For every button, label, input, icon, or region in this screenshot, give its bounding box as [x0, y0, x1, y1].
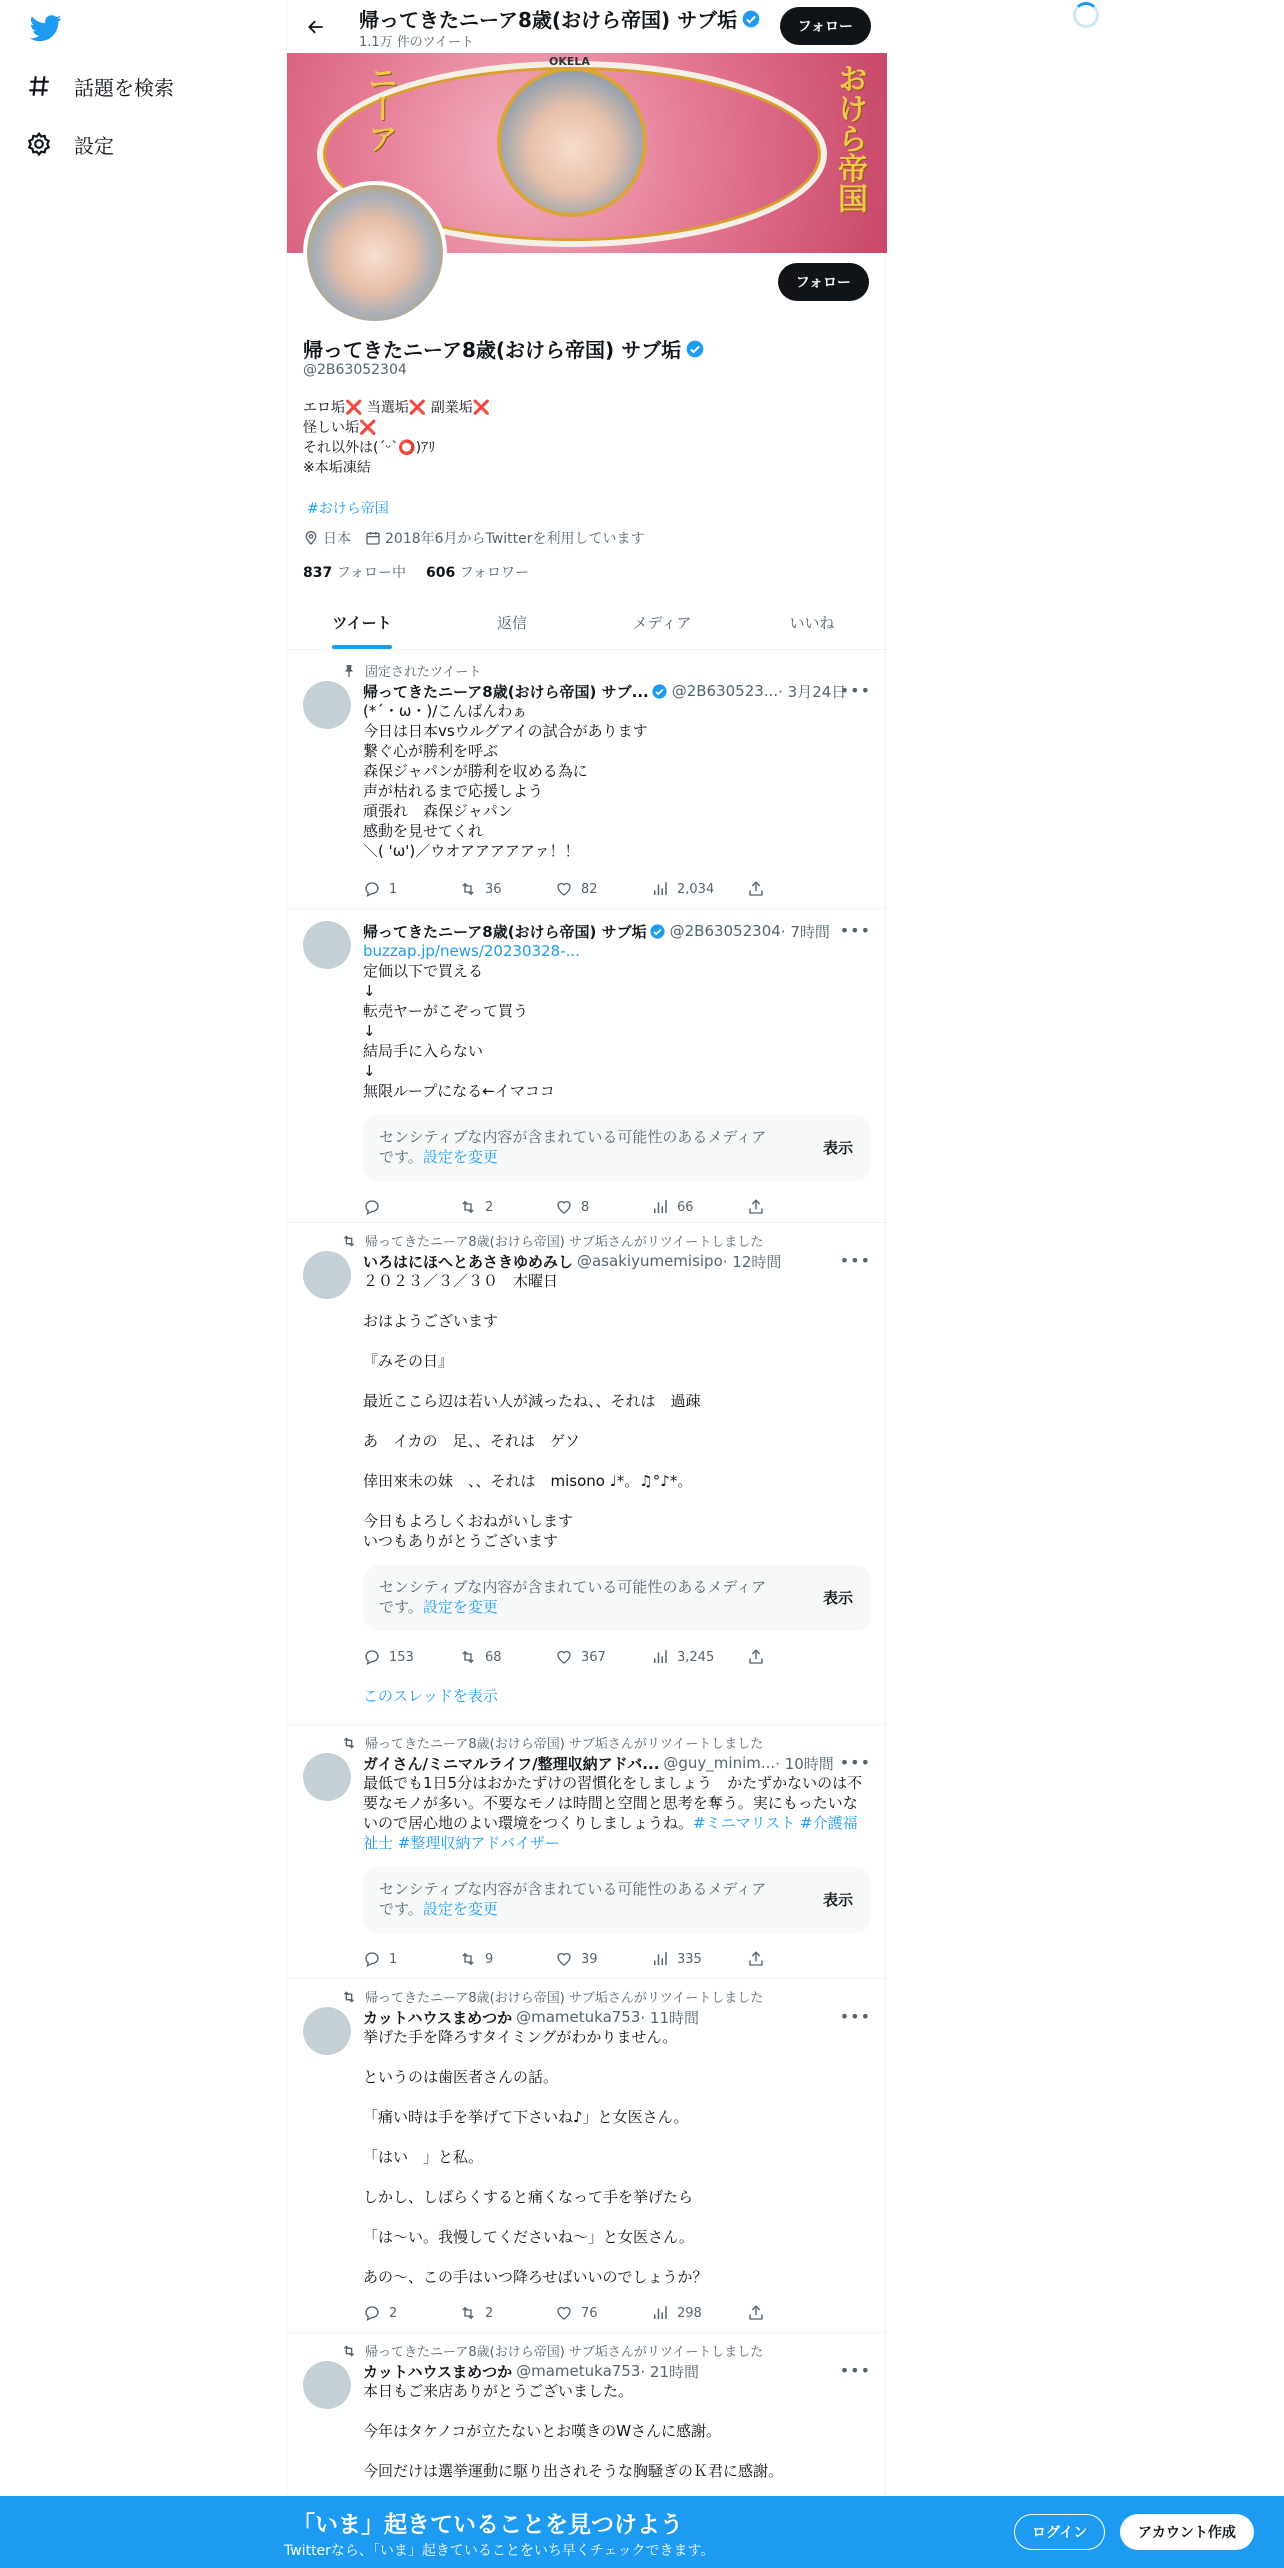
sensitive-message: センシティブな内容が含まれている可能性のあるメディアです。設定を変更	[379, 1578, 767, 1616]
author-handle[interactable]: @2B63052304	[669, 922, 781, 940]
author-handle[interactable]: @guy_minim...	[663, 1754, 776, 1772]
tweet-text: (*´・ω・)/こんばんわぁ 今日は日本vsウルグアイの試合があります 繋ぐ心が勝利を呼ぶ 森保ジャパンが勝利を収める為に 声が枯れるまで応援しよう 頑張れ 森保ジャパン 感動を見せてくれ ＼( 'ω')／ウオアアアアアァ！！	[363, 702, 648, 860]
author-handle[interactable]: @2B630523...	[671, 682, 779, 700]
views-button[interactable]	[651, 880, 747, 898]
arrow-left-icon	[306, 17, 326, 37]
tweet-body	[363, 1753, 871, 1969]
views-button[interactable]	[651, 1648, 747, 1666]
like-count: 367	[581, 1649, 606, 1665]
retweet-button[interactable]	[459, 880, 555, 898]
sidebar	[0, 0, 286, 2568]
more-options-icon[interactable]: •••	[839, 1251, 871, 1270]
reply-count: 1	[389, 1951, 398, 1967]
retweet-indicator	[341, 1231, 763, 1250]
share-icon	[747, 1648, 765, 1666]
views-chart-icon	[651, 1198, 669, 1216]
reply-icon	[363, 1950, 381, 1968]
reply-icon	[363, 2304, 381, 2322]
profile-name	[303, 334, 705, 363]
share-button[interactable]	[747, 1648, 765, 1666]
tweet-actions	[363, 1197, 871, 1217]
retweet-icon	[459, 1648, 477, 1666]
retweet-icon	[341, 2343, 357, 2359]
bio-hashtag-link[interactable]: #おけら帝国	[307, 501, 389, 517]
sidebar-item-label: 話題を検索	[74, 75, 174, 100]
views-chart-icon	[651, 1950, 669, 1968]
profile-location: 日本	[323, 531, 351, 547]
signup-banner-title: 「いま」起きていることを見つけよう	[292, 2512, 683, 2538]
verified-badge-icon	[649, 923, 666, 940]
like-count: 39	[581, 1951, 598, 1967]
tweet-time[interactable]: · 3月24日	[778, 682, 847, 701]
retweet-icon	[341, 1989, 357, 2005]
tweet-body	[363, 2361, 871, 2481]
more-options-icon[interactable]: •••	[839, 921, 871, 940]
reply-button[interactable]	[363, 1648, 459, 1666]
profile-tabs	[287, 596, 887, 650]
like-button[interactable]	[555, 880, 651, 898]
login-button[interactable]: ログイン	[1014, 2514, 1105, 2550]
tab-media[interactable]: メディア	[632, 614, 692, 632]
like-button[interactable]	[555, 1198, 651, 1216]
heart-icon	[555, 1950, 573, 1968]
profile-name-text: 帰ってきたニーア8歳(おけら帝国) サブ垢	[303, 338, 682, 362]
tweet-time[interactable]: · 11時間	[640, 2008, 700, 2027]
author-name[interactable]: 帰ってきたニーア8歳(おけら帝国) サブ垢	[363, 922, 647, 941]
views-chart-icon	[651, 2304, 669, 2322]
follow-button-header[interactable]: フォロー	[780, 7, 871, 45]
following-stat[interactable]	[303, 562, 406, 582]
tweet-actions	[363, 879, 871, 899]
retweet-count: 2	[485, 2305, 494, 2321]
profile-column	[286, 0, 886, 2568]
tweet-time[interactable]: · 21時間	[640, 2362, 700, 2381]
retweet-indicator	[341, 1733, 763, 1752]
share-button[interactable]	[747, 1198, 765, 1216]
calendar-icon	[365, 530, 381, 546]
more-options-icon[interactable]: •••	[839, 2007, 871, 2026]
reply-icon	[363, 1198, 381, 1216]
profile-stats	[303, 562, 529, 582]
profile-joined: 2018年6月からTwitterを利用しています	[385, 531, 645, 547]
view-count: 66	[677, 1199, 694, 1215]
retweet-count: 68	[485, 1649, 502, 1665]
retweeted-by-label[interactable]: 帰ってきたニーア8歳(おけら帝国) サブ垢さんがリツイートしました	[365, 1991, 764, 2006]
author-handle[interactable]: @asakiyumemisipo	[577, 1252, 723, 1270]
tweet-retweeted[interactable]	[287, 1223, 887, 1725]
author-name[interactable]: 帰ってきたニーア8歳(おけら帝国) サブ...	[363, 682, 649, 701]
retweet-indicator	[341, 1987, 763, 2006]
retweet-icon	[459, 1950, 477, 1968]
tweet-text: ２０２３／３／３０ 木曜日 おはようございます 『みその日』 最近ここら辺は若い人が減ったね、、それは 過疎 あ イカの 足、、それは ゲソ 倖田來未の妹 、、それは misono ♩*。♫°♪*。 今日もよろしくおねがいします いつもありがとうございます	[363, 1272, 701, 1550]
retweeted-by-label[interactable]: 帰ってきたニーア8歳(おけら帝国) サブ垢さんがリツイートしました	[365, 1737, 764, 1752]
author-name[interactable]: ガイさん/ミニマルライフ/整理収納アドバ...	[363, 1754, 660, 1773]
tweet-text: 本日もご来店ありがとうございました。 今年はタケノコが立たないとお嘆きのWさんに感謝。 今回だけは選挙運動に駆り出されそうな胸騒ぎのＫ君に感謝。	[363, 2382, 784, 2480]
views-button[interactable]	[651, 1950, 747, 1968]
tweet-body	[363, 681, 871, 899]
like-count: 76	[581, 2305, 598, 2321]
retweeted-by-label[interactable]: 帰ってきたニーア8歳(おけら帝国) サブ垢さんがリツイートしました	[365, 2345, 764, 2360]
loading-spinner-icon	[1073, 2, 1099, 28]
change-settings-link[interactable]: 設定を変更	[422, 1598, 498, 1616]
retweet-icon	[341, 1233, 357, 1249]
tab-tweets[interactable]: ツイート	[287, 596, 437, 649]
reply-button[interactable]	[363, 1198, 459, 1216]
reply-count: 1	[389, 881, 398, 897]
tweet-header	[363, 2007, 871, 2027]
retweet-count: 9	[485, 1951, 494, 1967]
retweet-indicator	[341, 2341, 763, 2360]
tweet-header	[363, 921, 871, 941]
sidebar-item-settings[interactable]	[26, 122, 114, 166]
tweet-header	[363, 681, 871, 701]
like-button[interactable]	[555, 1950, 651, 1968]
profile-bio: エロ垢❌ 当選垢❌ 副業垢❌ 怪しい垢❌ それ以外は(ˊᵕˋ⭕)ｱﾘ ※本垢凍結	[303, 400, 491, 476]
author-handle[interactable]: @mametuka753	[516, 2008, 641, 2026]
header-name-text: 帰ってきたニーア8歳(おけら帝国) サブ垢	[359, 8, 738, 32]
tweet-actions	[363, 2303, 871, 2323]
like-button[interactable]	[555, 1648, 651, 1666]
followers-count: 606	[426, 565, 456, 581]
heart-icon	[555, 1198, 573, 1216]
tweet-body	[363, 921, 871, 1217]
sensitive-media-warning	[363, 1565, 871, 1631]
like-button[interactable]	[555, 2304, 651, 2322]
heart-icon	[555, 880, 573, 898]
more-options-icon[interactable]: •••	[839, 2361, 871, 2380]
retweet-button[interactable]	[459, 2304, 555, 2322]
share-icon	[747, 2304, 765, 2322]
share-button[interactable]	[747, 1950, 765, 1968]
show-thread-link[interactable]: このスレッドを表示	[363, 1687, 498, 1705]
tweet-count: 1.1万 件のツイート	[359, 35, 474, 50]
tweet-text	[363, 1773, 871, 1853]
reply-button[interactable]	[363, 2304, 459, 2322]
change-settings-link[interactable]: 設定を変更	[422, 1900, 498, 1918]
show-media-button[interactable]: 表示	[822, 1891, 853, 1909]
sidebar-item-explore[interactable]	[26, 64, 174, 108]
header-profile-name	[359, 4, 761, 33]
reply-button[interactable]	[363, 1950, 459, 1968]
banner-badge: OKELA	[549, 55, 590, 68]
reply-icon	[363, 880, 381, 898]
tweet-header	[363, 2361, 871, 2381]
banner-text-right: おけら帝国	[832, 63, 867, 213]
author-handle[interactable]: @mametuka753	[516, 2362, 641, 2380]
sensitive-media-warning	[363, 1115, 871, 1181]
tweet-body	[363, 2007, 871, 2323]
author-name[interactable]: カットハウスまめつか	[363, 2008, 513, 2027]
view-count: 2,034	[677, 881, 715, 897]
reply-count: 153	[389, 1649, 414, 1665]
tweet-retweeted[interactable]	[287, 1979, 887, 2333]
heart-icon	[555, 2304, 573, 2322]
verified-badge-icon	[685, 339, 705, 359]
follow-button[interactable]: フォロー	[778, 263, 869, 301]
gear-icon	[26, 131, 52, 157]
view-count: 3,245	[677, 1649, 715, 1665]
back-button[interactable]	[299, 10, 333, 44]
verified-badge-icon	[741, 9, 761, 29]
retweet-count: 36	[485, 881, 502, 897]
sensitive-media-warning	[363, 1867, 871, 1933]
banner-character-image	[497, 67, 647, 217]
following-count: 837	[303, 565, 333, 581]
tweet-text: 挙げた手を降ろすタイミングがわかりません。 というのは歯医者さんの話。 「痛い時は手を挙げて下さいね♪」と女医さん。 「はい 」と私。 しかし、しばらくすると痛くなって手を挙げたら 「は～い。我慢してくださいね～」と女医さん。 あの～、この手はいつ降ろせばいいのでしょうか？	[363, 2028, 708, 2286]
banner-text-left: ニーア	[362, 63, 397, 153]
share-button[interactable]	[747, 2304, 765, 2322]
share-icon	[747, 880, 765, 898]
views-chart-icon	[651, 1648, 669, 1666]
like-count: 82	[581, 881, 598, 897]
view-count: 335	[677, 1951, 702, 1967]
tweet-text-body: 最低でも1日5分はおかたずけの習慣化をしましょう かたずかないのは不要なモノが多い。不要なモノは時間と空間と思考を奪う。実にもったいないので居心地のよい環境をつくりしましょうね。	[363, 1774, 863, 1832]
hashtag-icon	[26, 73, 52, 99]
tweet-actions	[363, 1647, 871, 1667]
author-name[interactable]: カットハウスまめつか	[363, 2362, 513, 2381]
tweet-text: 定価以下で買える ↓ 転売ヤーがこぞって買う ↓ 結局手に入らない ↓ 無限ループになる←イマココ	[363, 962, 555, 1100]
retweet-count: 2	[485, 1199, 494, 1215]
tweet-header	[363, 1753, 871, 1773]
verified-badge-icon	[651, 683, 668, 700]
tweet-pinned[interactable]	[287, 651, 887, 909]
like-count: 8	[581, 1199, 590, 1215]
tweet[interactable]	[287, 909, 887, 1223]
signup-banner-subtitle: Twitterなら、「いま」起きていることをいち早くチェックできます。	[284, 2543, 715, 2559]
reply-icon	[363, 1648, 381, 1666]
retweeted-by-label[interactable]: 帰ってきたニーア8歳(おけら帝国) サブ垢さんがリツイートしました	[365, 1235, 764, 1250]
views-button[interactable]	[651, 1198, 747, 1216]
views-button[interactable]	[651, 2304, 747, 2322]
sensitive-message: センシティブな内容が含まれている可能性のあるメディアです。設定を変更	[379, 1880, 767, 1918]
sensitive-message: センシティブな内容が含まれている可能性のあるメディアです。設定を変更	[379, 1128, 767, 1166]
retweet-icon	[459, 1198, 477, 1216]
twitter-logo-icon[interactable]	[28, 12, 64, 44]
author-name[interactable]: いろはにほへとあさきゆめみし	[363, 1252, 574, 1271]
tweet-time[interactable]: · 12時間	[722, 1252, 782, 1271]
avatar[interactable]	[303, 1251, 351, 1299]
pin-icon	[341, 663, 357, 679]
profile-header-bar	[287, 0, 887, 53]
show-media-button[interactable]: 表示	[822, 1589, 853, 1607]
location-pin-icon	[303, 530, 319, 546]
tweet-url-link[interactable]: buzzap.jp/news/20230328-...	[363, 942, 580, 960]
followers-stat[interactable]	[426, 562, 529, 582]
avatar[interactable]	[303, 921, 351, 969]
share-icon	[747, 1198, 765, 1216]
tweet-hashtags[interactable]: #ミニマリスト #介護福祉士 #整理収納アドバイザー	[363, 1814, 858, 1852]
view-count: 298	[677, 2305, 702, 2321]
retweet-button[interactable]	[459, 1950, 555, 1968]
tab-likes[interactable]: いいね	[789, 614, 835, 632]
retweet-button[interactable]	[459, 1648, 555, 1666]
pinned-label: 固定されたツイート	[365, 665, 482, 680]
change-settings-link[interactable]: 設定を変更	[422, 1148, 498, 1166]
share-button[interactable]	[747, 880, 765, 898]
heart-icon	[555, 1648, 573, 1666]
retweet-icon	[459, 880, 477, 898]
tweet-time[interactable]: · 10時間	[775, 1754, 834, 1773]
reply-count: 2	[389, 2305, 398, 2321]
retweet-icon	[341, 1735, 357, 1751]
tweet-body	[363, 1251, 871, 1706]
more-options-icon[interactable]: •••	[839, 681, 871, 700]
followers-label: フォロワー	[459, 565, 529, 581]
retweet-icon	[459, 2304, 477, 2322]
avatar[interactable]	[303, 1753, 351, 1801]
profile-avatar[interactable]	[303, 181, 447, 325]
share-icon	[747, 1950, 765, 1968]
pinned-indicator	[341, 661, 481, 680]
profile-handle: @2B63052304	[303, 362, 407, 378]
following-label: フォロー中	[336, 565, 406, 581]
signup-banner	[0, 2496, 1284, 2568]
avatar[interactable]	[303, 2361, 351, 2409]
reply-button[interactable]	[363, 880, 459, 898]
avatar[interactable]	[303, 2007, 351, 2055]
profile-meta	[303, 528, 644, 548]
show-media-button[interactable]: 表示	[822, 1139, 853, 1157]
signup-button[interactable]: アカウント作成	[1120, 2514, 1254, 2550]
tweet-actions	[363, 1949, 871, 1969]
tweet-retweeted[interactable]	[287, 1725, 887, 1979]
views-chart-icon	[651, 880, 669, 898]
sidebar-item-label: 設定	[74, 133, 114, 158]
tweet-header	[363, 1251, 871, 1271]
retweet-button[interactable]	[459, 1198, 555, 1216]
tweet-time[interactable]: · 7時間	[780, 922, 830, 941]
avatar[interactable]	[303, 681, 351, 729]
tab-replies[interactable]: 返信	[496, 614, 527, 632]
more-options-icon[interactable]: •••	[839, 1753, 871, 1772]
